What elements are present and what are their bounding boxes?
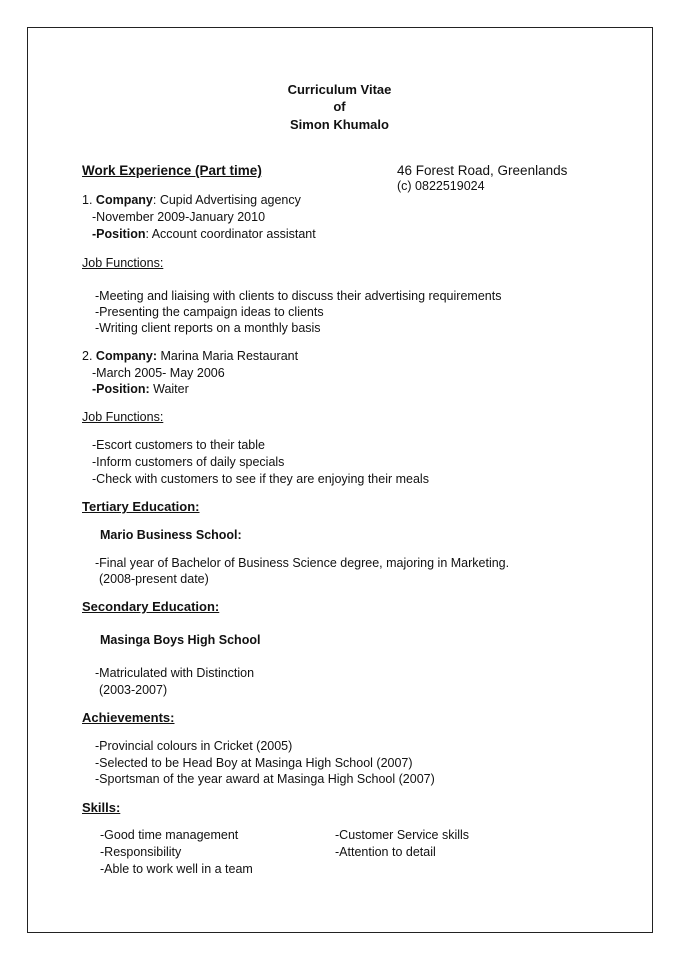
job-1-function: -Writing client reports on a monthly basis bbox=[95, 321, 321, 335]
tertiary-years: (2008-present date) bbox=[99, 572, 209, 586]
job-1-function: -Meeting and liaising with clients to discuss their advertising requirements bbox=[95, 289, 502, 303]
secondary-school: Masinga Boys High School bbox=[100, 633, 261, 647]
cv-title: Curriculum Vitae bbox=[287, 82, 392, 97]
job-2-company: 2. Company: Marina Maria Restaurant bbox=[82, 349, 299, 363]
secondary-years: (2003-2007) bbox=[99, 683, 168, 697]
work-experience-heading: Work Experience (Part time) bbox=[82, 163, 262, 178]
job-2-function: -Inform customers of daily specials bbox=[92, 455, 285, 469]
achievements-heading: Achievements: bbox=[82, 710, 175, 725]
tertiary-detail: -Final year of Bachelor of Business Science degree, majoring in Marketing. bbox=[95, 556, 510, 570]
achievement-item: -Provincial colours in Cricket (2005) bbox=[95, 739, 293, 753]
skill-item: -Customer Service skills bbox=[335, 828, 470, 842]
secondary-detail: -Matriculated with Distinction bbox=[95, 666, 255, 680]
job-2-dates: -March 2005- May 2006 bbox=[92, 366, 225, 380]
achievement-item: -Sportsman of the year award at Masinga High School (2007) bbox=[95, 772, 435, 786]
job-2-function: -Check with customers to see if they are enjoying their meals bbox=[92, 472, 429, 486]
secondary-heading: Secondary Education: bbox=[82, 599, 220, 614]
job-1-dates: -November 2009-January 2010 bbox=[92, 210, 266, 224]
job-1-functions-heading: Job Functions: bbox=[82, 256, 164, 270]
address: 46 Forest Road, Greenlands bbox=[397, 163, 568, 178]
job-2-functions-heading: Job Functions: bbox=[82, 410, 164, 424]
job-2-function: -Escort customers to their table bbox=[92, 438, 265, 452]
tertiary-heading: Tertiary Education: bbox=[82, 499, 200, 514]
achievement-item: -Selected to be Head Boy at Masinga High School (2007) bbox=[95, 756, 413, 770]
skill-item: -Attention to detail bbox=[335, 845, 436, 859]
skill-item: -Able to work well in a team bbox=[100, 862, 253, 876]
job-1-position: -Position: Account coordinator assistant bbox=[92, 227, 316, 241]
job-2-position: -Position: Waiter bbox=[92, 382, 189, 396]
cv-name: Simon Khumalo bbox=[290, 117, 389, 132]
job-1-function: -Presenting the campaign ideas to clients bbox=[95, 305, 324, 319]
skill-item: -Good time management bbox=[100, 828, 239, 842]
skill-item: -Responsibility bbox=[100, 845, 182, 859]
tertiary-school: Mario Business School: bbox=[100, 528, 242, 542]
job-1-company: 1. Company: Cupid Advertising agency bbox=[82, 193, 301, 207]
phone: (c) 0822519024 bbox=[397, 179, 485, 193]
cv-title-of: of bbox=[333, 99, 346, 114]
skills-heading: Skills: bbox=[82, 800, 121, 815]
